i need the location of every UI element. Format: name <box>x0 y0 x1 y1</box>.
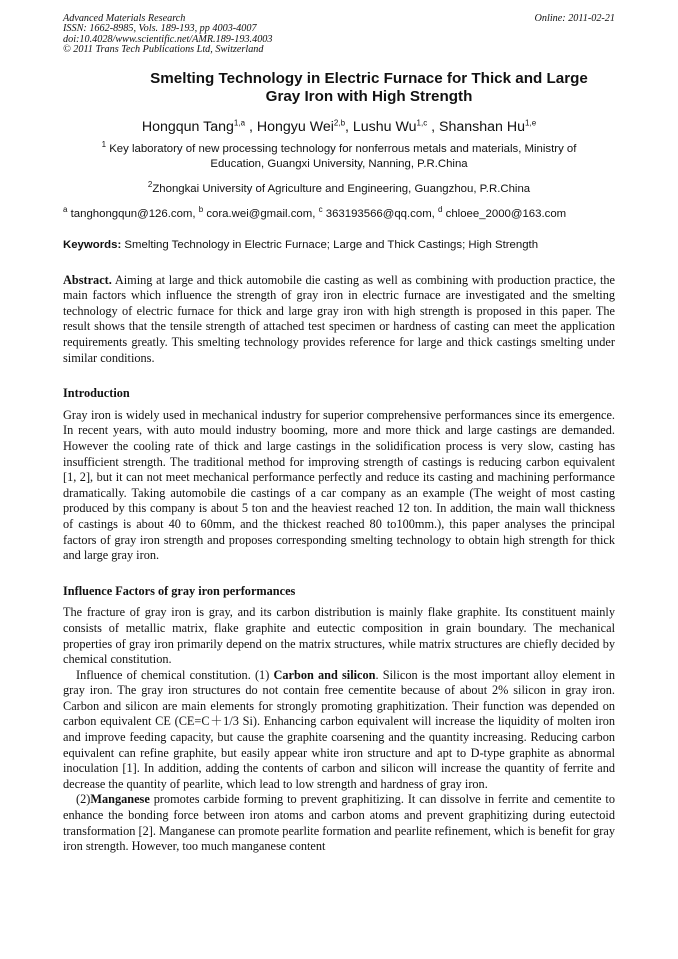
influence-paragraph-2 <box>63 668 615 793</box>
author-name: Lushu Wu <box>352 118 417 135</box>
influence-paragraph-1: The fracture of gray iron is gray, and its carbon distribution is mainly flake graphite. Its constituent mainly consists of metallic matrix, flake graphite and eutectic composition in grain boundary. The mechanical properties of gray iron primarily depend on the matrix structures, while matrix structures are chiefly decided by chemical constitution. <box>63 605 615 667</box>
abstract <box>63 273 615 367</box>
author-sup: 2,b <box>333 117 346 127</box>
author-sup: 1,c <box>416 117 428 127</box>
paragraph-text: promotes carbide forming to prevent graphitizing. It can dissolve in ferrite and cementite to enhance the bonding force between iron atoms and carbon atoms and prevent graphitizing during eutectoid transformation [2]. Manganese can promote pearlite formation and pearlite refinement, which is benefit for gray iron strength. However, too much manganese content <box>63 792 615 854</box>
email-sup: b <box>198 204 204 214</box>
author-sup: 1,a <box>233 117 246 127</box>
doi-line: doi:10.4028/www.scientific.net/AMR.189-193.4003 <box>63 33 273 45</box>
keywords <box>63 238 615 253</box>
email-list <box>63 204 615 222</box>
affiliation-sup: 2 <box>147 179 153 189</box>
influence-paragraph-3 <box>63 792 615 854</box>
copyright-line: © 2011 Trans Tech Publications Ltd, Switzerland <box>63 44 264 56</box>
bold-term: Manganese <box>90 792 150 807</box>
abstract-text: Aiming at large and thick automobile die casting as well as combining with production practice, the main factors which influence the strength of gray iron in electric furnace are investigated and the smelting technology of electric furnace for thick and large gray iron with high strength is proposed in this paper. The result shows that the tensile strength of attached test specimen or hardness of casting can meet the application requirements greatly. This smelting technology provides reference for large and thick castings smelting under similar conditions. <box>63 272 615 365</box>
section-heading-introduction: Introduction <box>63 386 130 401</box>
introduction-paragraph: Gray iron is widely used in mechanical industry for superior comprehensive performances since its emergence. In recent years, with auto mould industry booming, more and more thick and large castings are demanded. However the cooling rate of thick and large castings in the solidification process is very slow, casting has insufficient strength. The traditional method for improving strength of castings is reducing carbon equivalent [1, 2], but it can not meet mechanical performance perfectly and reduce its casting and machining performance dramatically. Taking automobile die castings of a car company as an example (The weight of most casting produced by this company is about 5 ton and the heaviest reached 12 ton. In addition, the main wall thickness of castings is about 40 to 60mm, and the thickest reached 80 to100mm.), this paper analyses the principal factors of gray iron strength and proposes corresponding smelting technology to obtain high strength for thick and large gray iron. <box>63 407 615 563</box>
affiliation-sup: 1 <box>101 139 107 149</box>
affiliation-text: Key laboratory of new processing technology for nonferrous metals and materials, Ministry of <box>109 142 577 155</box>
paper-page <box>63 14 615 855</box>
author-name: Hongyu Wei <box>256 118 334 135</box>
email-sup: d <box>438 204 443 214</box>
journal-name: Advanced Materials Research <box>63 13 186 24</box>
affiliation-1 <box>63 139 615 172</box>
paragraph-text: . Silicon is the most important alloy element in gray iron. The gray iron structures do not contain free cementite because of about 2% silicon in gray iron. Carbon and silicon are main elements for strongly promoting graphitization. Their function was depended on carbon equivalent CE (CE=C＋1/3 Si). Enhancing carbon equivalent will increase the liquidity of molten iron and improve feeding capacity, but cause the graphite coarsening and the quantity increasing. Reducing carbon equivalent can refine graphite, but easily appear white iron structure and apt to D-type graphite as abnormal inoculation [1]. In addition, adding the contents of carbon and silicon will increase the quantity of ferrite and decrease the quantity of pearlite, which lead to low strength and hardness of gray iron. <box>63 667 615 791</box>
paragraph-text: Influence of chemical constitution. (1) <box>76 667 274 682</box>
email-sup: a <box>63 204 68 214</box>
email-link[interactable]: tanghongqun@126.com, <box>70 207 196 220</box>
issn-line: ISSN: 1662-8985, Vols. 189-193, pp 4003-4007 <box>63 23 257 35</box>
affiliation-text: Zhongkai University of Agriculture and Engineering, Guangzhou, P.R.China <box>152 182 531 195</box>
author-name: Shanshan Hu <box>439 118 526 135</box>
keywords-text: Smelting Technology in Electric Furnace; Large and Thick Castings; High Strength <box>124 238 539 251</box>
online-date: Online: 2011-02-21 <box>534 13 615 24</box>
title-line-2: Gray Iron with High Strength <box>265 87 473 105</box>
journal-header <box>63 14 615 56</box>
affiliation-text: Education, Guangxi University, Nanning, P.R.China <box>210 157 468 170</box>
bold-term: Carbon and silicon <box>273 667 376 682</box>
email-link[interactable]: 363193566@qq.com, <box>325 207 435 220</box>
abstract-label: Abstract. <box>63 272 112 287</box>
author-sup: 1,e <box>525 117 537 127</box>
affiliation-2 <box>63 179 615 197</box>
author-list: Hongqun Tang$^{1,a}$ , Hongyu Wei$^{2,b}$, Lushu Wu$^{1,c}$ , Shanshan Hu$^{1,e}$ <box>141 117 537 135</box>
email-link[interactable]: chloee_2000@163.com <box>445 207 567 220</box>
paper-title <box>123 70 615 106</box>
email-sup: c <box>318 204 323 214</box>
keywords-label: Keywords: <box>63 238 122 251</box>
paragraph-text: (2) <box>76 792 91 807</box>
author-name: Hongqun Tang <box>141 118 234 135</box>
email-link[interactable]: cora.wei@gmail.com, <box>206 207 316 220</box>
title-line-1: Smelting Technology in Electric Furnace for Thick and Large <box>150 69 588 87</box>
section-heading-influence: Influence Factors of gray iron performances <box>63 583 296 598</box>
